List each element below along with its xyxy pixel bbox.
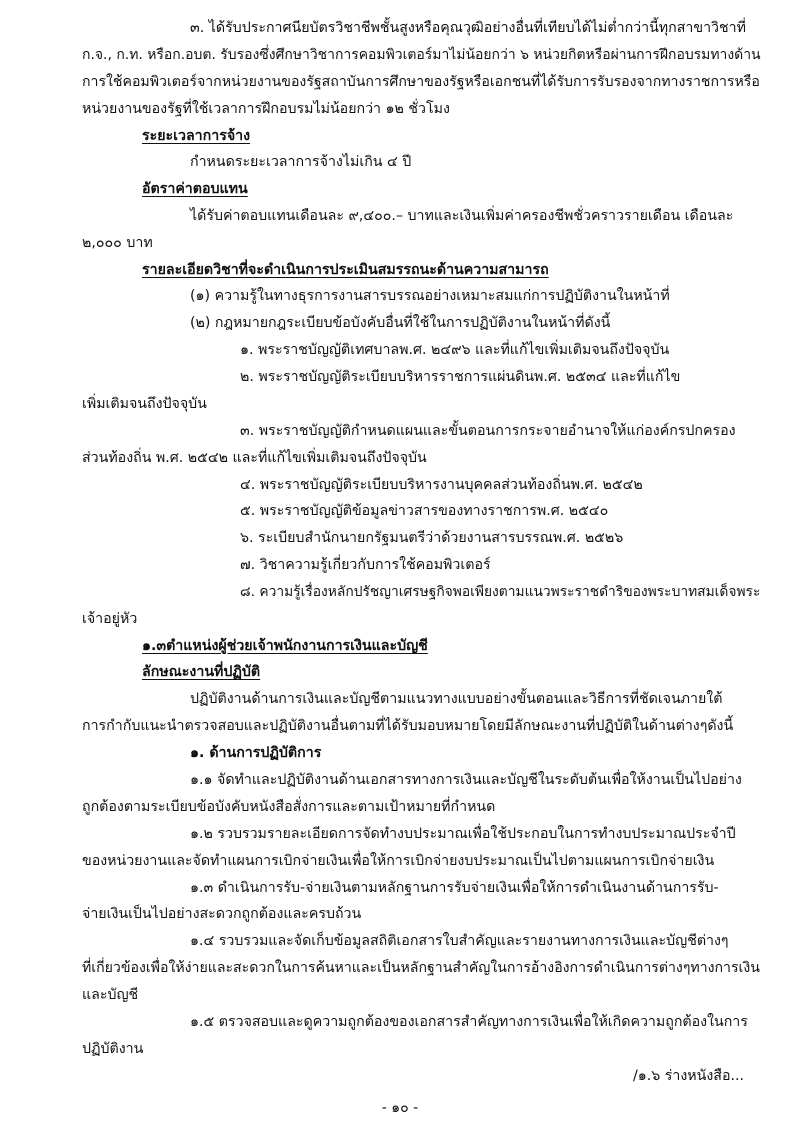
text-line: ๑.๓ ดำเนินการรับ-จ่ายเงินตามหลักฐานการรับจ่ายเงินเพื่อให้การดำเนินงานด้านการรับ- <box>190 880 719 896</box>
text-line: การใช้คอมพิวเตอร์จากหน่วยงานของรัฐสถาบันการศึกษาของรัฐหรือเอกชนที่ได้รับการรับรองจากทางราชการหรือ <box>82 74 760 90</box>
text-line: ๘. ความรู้เรื่องหลักปรัชญาเศรษฐกิจพอเพียงตามแนวพระราชดำริของพระบาทสมเด็จพระ <box>240 584 761 600</box>
text-line: การกำกับแนะนำตรวจสอบและปฏิบัติงานอื่นตามที่ได้รับมอบหมายโดยมีลักษณะงานที่ปฏิบัติในด้านต่างๆดังนี้ <box>82 718 734 734</box>
text-line: ๓. พระราชบัญญัติกำหนดแผนและขั้นตอนการกระจายอำนาจให้แก่องค์กรปกครอง <box>240 423 736 439</box>
text-line: ๑.๕ ตรวจสอบและดูความถูกต้องของเอกสารสำคัญทางการเงินเพื่อให้เกิดความถูกต้องในการ <box>190 1014 748 1030</box>
text-line: ๒,๐๐๐ บาท <box>82 235 153 251</box>
section-heading-compensation: อัตราค่าตอบแทน <box>142 181 248 197</box>
text-line: ได้รับค่าตอบแทนเดือนละ ๙,๔๐๐.– บาทและเงินเพิ่มค่าครองชีพชั่วคราวรายเดือน เดือนละ <box>190 208 734 224</box>
text-line: หน่วยงานของรัฐที่ใช้เวลาการฝึกอบรมไม่น้อยกว่า ๑๒ ชั่วโมง <box>82 101 450 117</box>
text-line: เพิ่มเติมจนถึงปัจจุบัน <box>82 396 207 412</box>
text-line: จ่ายเงินเป็นไปอย่างสะดวกถูกต้องและครบถ้วน <box>82 906 362 922</box>
section-heading-employment-period: ระยะเวลาการจ้าง <box>142 128 251 144</box>
text-line: ปฏิบัติงานด้านการเงินและบัญชีตามแนวทางแบบอย่างขั้นตอนและวิธีการที่ชัดเจนภายใต้ <box>190 691 723 707</box>
text-line: กำหนดระยะเวลาการจ้างไม่เกิน ๔ ปี <box>190 154 412 170</box>
text-line: ถูกต้องตามระเบียบข้อบังคับหนังสือสั่งการและตามเป้าหมายที่กำหนด <box>82 799 496 815</box>
section-heading-job-description: ลักษณะงานที่ปฏิบัติ <box>142 664 261 680</box>
page-number: - ๑๐ - <box>381 1100 419 1116</box>
position-heading: ๑.๓ตำแหน่งผู้ช่วยเจ้าพนักงานการเงินและบัญชี <box>142 638 428 654</box>
text-line: ปฏิบัติงาน <box>82 1041 144 1057</box>
subsection-heading-operations: ๑. ด้านการปฏิบัติการ <box>190 745 322 761</box>
text-line: ๒. พระราชบัญญัติระเบียบบริหารราชการแผ่นดินพ.ศ. ๒๕๓๔ และที่แก้ไข <box>240 369 681 385</box>
text-line: ๓. ได้รับประกาศนียบัตรวิชาชีพชั้นสูงหรือคุณวุฒิอย่างอื่นที่เทียบได้ไม่ต่ำกว่านี้ทุกสาขาวิชาที่ <box>190 20 746 36</box>
text-line: ส่วนท้องถิ่น พ.ศ. ๒๕๔๒ และที่แก้ไขเพิ่มเติมจนถึงปัจจุบัน <box>82 450 427 466</box>
text-line: ๑.๔ รวบรวมและจัดเก็บข้อมูลสถิติเอกสารใบสำคัญและรายงานทางการเงินและบัญชีต่างๆ <box>190 933 729 949</box>
text-line: ๗. วิชาความรู้เกี่ยวกับการใช้คอมพิวเตอร์ <box>240 557 491 573</box>
section-heading-assessment-subjects: รายละเอียดวิชาที่จะดำเนินการประเมินสมรรถนะด้านความสามารถ <box>142 262 549 278</box>
text-line: และบัญชี <box>82 987 139 1003</box>
text-line: (๑) ความรู้ในทางธุรการงานสารบรรณอย่างเหมาะสมแก่การปฏิบัติงานในหน้าที่ <box>190 288 670 304</box>
text-line: (๒) กฎหมายกฎระเบียบข้อบังคับอื่นที่ใช้ในการปฏิบัติงานในหน้าที่ดังนี้ <box>190 315 611 331</box>
text-line: ๔. พระราชบัญญัติระเบียบบริหารงานบุคคลส่วนท้องถิ่นพ.ศ. ๒๕๔๒ <box>240 477 643 493</box>
text-line: ๑. พระราชบัญญัติเทศบาลพ.ศ. ๒๔๙๖ และที่แก้ไขเพิ่มเติมจนถึงปัจจุบัน <box>240 342 670 358</box>
text-line: ก.จ., ก.ท. หรือก.อบต. รับรองซึ่งศึกษาวิชาการคอมพิวเตอร์มาไม่น้อยกว่า ๖ หน่วยกิตหรือผ่านการฝึกอบรมทางด้าน <box>82 47 761 63</box>
text-line: ๕. พระราชบัญญัติข้อมูลข่าวสารของทางราชการพ.ศ. ๒๕๔๐ <box>240 503 609 519</box>
text-line: ที่เกี่ยวข้องเพื่อให้ง่ายและสะดวกในการค้นหาและเป็นหลักฐานสำคัญในการอ้างอิงการดำเนินการต่างๆทางการเงิน <box>82 960 760 976</box>
text-line: เจ้าอยู่หัว <box>82 611 138 627</box>
text-line: ๑.๒ รวบรวมรายละเอียดการจัดทำงบประมาณเพื่อใช้ประกอบในการทำงบประมาณประจำปี <box>190 826 736 842</box>
text-line: ของหน่วยงานและจัดทำแผนการเบิกจ่ายเงินเพื่อให้การเบิกจ่ายงบประมาณเป็นไปตามแผนการเบิกจ่ายเงิน <box>82 853 715 869</box>
text-line: ๖. ระเบียบสำนักนายกรัฐมนตรีว่าด้วยงานสารบรรณพ.ศ. ๒๕๒๖ <box>240 530 624 546</box>
continuation-marker: /๑.๖ ร่างหนังสือ... <box>632 1068 744 1084</box>
text-line: ๑.๑ จัดทำและปฏิบัติงานด้านเอกสารทางการเงินและบัญชีในระดับต้นเพื่อให้งานเป็นไปอย่าง <box>190 772 742 788</box>
